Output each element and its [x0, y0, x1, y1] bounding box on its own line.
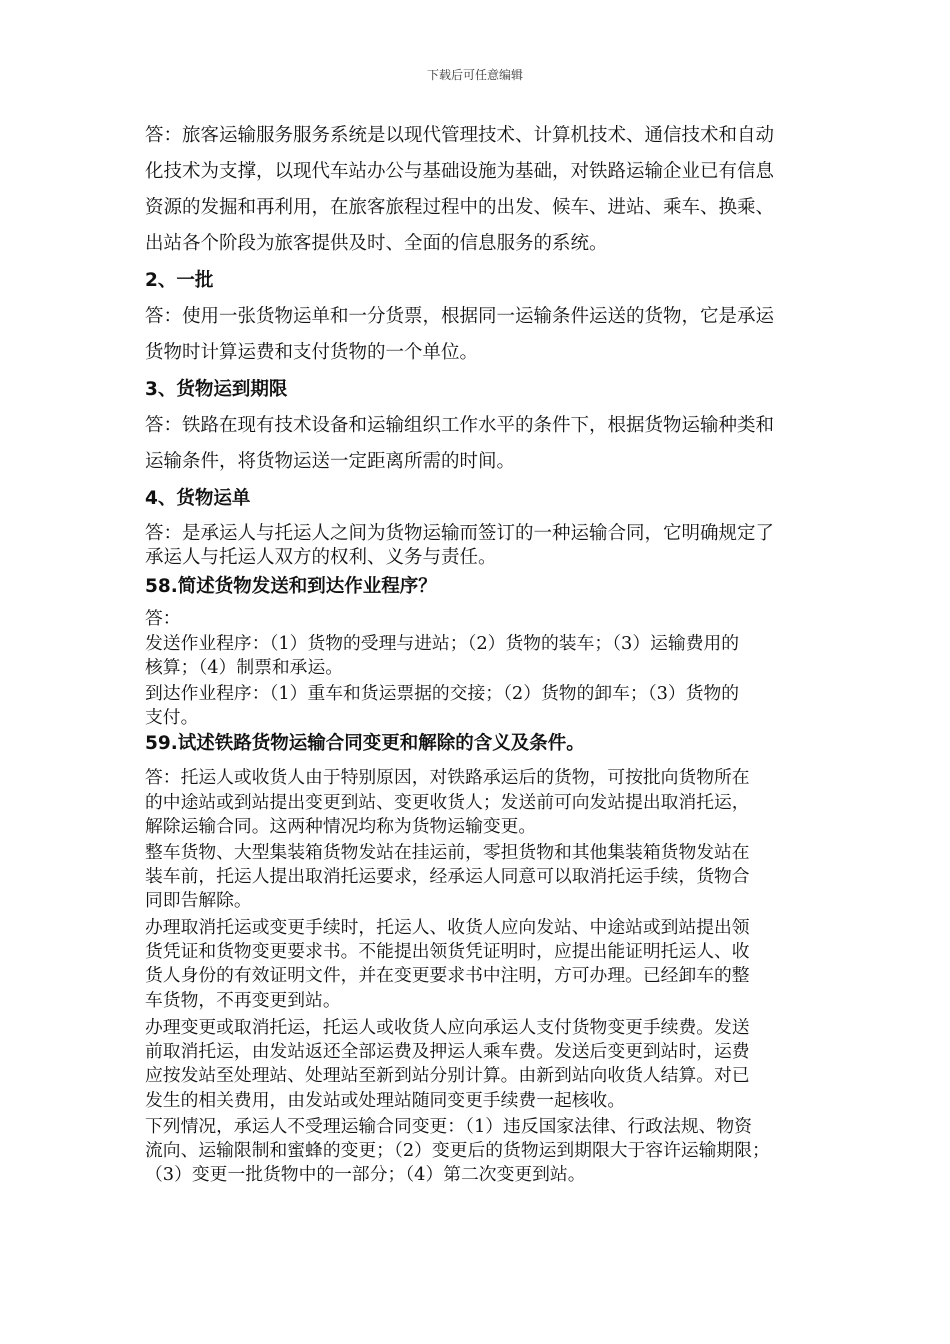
paragraph-line: 货凭证和货物变更要求书。不能提出领货凭证明时，应提出能证明托运人、收	[145, 941, 750, 962]
paragraph-line: 的中途站或到站提出变更到站、变更收货人；发送前可向发站提出取消托运，	[145, 792, 750, 813]
paragraph-line: 应按发站至处理站、处理站至新到站分别计算。由新到站向收货人结算。对已	[145, 1065, 750, 1086]
paragraph-line: 答：	[145, 608, 181, 629]
paragraph-line: 答：是承运人与托运人之间为货物运输而签订的一种运输合同，它明确规定了	[145, 523, 775, 544]
paragraph-line: 化技术为支撑，以现代车站办公与基础设施为基础，对铁路运输企业已有信息	[145, 161, 775, 182]
paragraph-line: 货人身份的有效证明文件，并在变更要求书中注明，方可办理。已经卸车的整	[145, 965, 750, 986]
paragraph-line: 前取消托运，由发站返还全部运费及押运人乘车费。发送后变更到站时，运费	[145, 1041, 750, 1062]
paragraph-line: 车货物，不再变更到站。	[145, 990, 341, 1011]
paragraph-line: 解除运输合同。这两种情况均称为货物运输变更。	[145, 816, 537, 837]
paragraph-line: 答：使用一张货物运单和一分货票，根据同一运输条件运送的货物，它是承运	[145, 306, 775, 327]
paragraph-line: 办理取消托运或变更手续时，托运人、收货人应向发站、中途站或到站提出领	[145, 917, 750, 938]
paragraph-line: 支付。	[145, 707, 199, 728]
page-header: 下载后可任意编辑	[426, 68, 523, 82]
section-heading: 59.试述铁路货物运输合同变更和解除的含义及条件。	[145, 733, 585, 754]
section-heading: 3、货物运到期限	[145, 379, 288, 400]
paragraph-line: 答：铁路在现有技术设备和运输组织工作水平的条件下，根据货物运输种类和	[145, 415, 775, 436]
paragraph-line: 办理变更或取消托运，托运人或收货人应向承运人支付货物变更手续费。发送	[145, 1017, 750, 1038]
paragraph-line: 同即告解除。	[145, 890, 252, 911]
paragraph-line: 答：旅客运输服务服务系统是以现代管理技术、计算机技术、通信技术和自动	[145, 125, 775, 146]
paragraph-line: 核算；（4）制票和承运。	[145, 657, 344, 678]
section-heading: 4、货物运单	[145, 488, 251, 509]
paragraph-line: 流向、运输限制和蜜蜂的变更；（2）变更后的货物运到期限大于容许运输期限；	[145, 1140, 770, 1161]
paragraph-line: 出站各个阶段为旅客提供及时、全面的信息服务的系统。	[145, 233, 608, 254]
paragraph-line: 货物时计算运费和支付货物的一个单位。	[145, 342, 479, 363]
paragraph-line: 到达作业程序：（1）重车和货运票据的交接；（2）货物的卸车；（3）货物的	[145, 683, 740, 704]
paragraph-line: （3）变更一批货物中的一部分；（4）第二次变更到站。	[145, 1164, 586, 1185]
paragraph-line: 承运人与托运人双方的权利、义务与责任。	[145, 547, 497, 568]
paragraph-line: 发送作业程序：（1）货物的受理与进站；（2）货物的装车；（3）运输费用的	[145, 633, 740, 654]
paragraph-line: 资源的发掘和再利用，在旅客旅程过程中的出发、候车、进站、乘车、换乘、	[145, 197, 775, 218]
paragraph-line: 运输条件，将货物运送一定距离所需的时间。	[145, 451, 516, 472]
paragraph-line: 装车前，托运人提出取消托运要求，经承运人同意可以取消托运手续，货物合	[145, 866, 750, 887]
section-heading: 58.简述货物发送和到达作业程序？	[145, 576, 437, 597]
paragraph-line: 整车货物、大型集装箱货物发站在挂运前，零担货物和其他集装箱货物发站在	[145, 842, 750, 863]
paragraph-line: 答：托运人或收货人由于特别原因，对铁路承运后的货物，可按批向货物所在	[145, 767, 750, 788]
paragraph-line: 发生的相关费用，由发站或处理站随同变更手续费一起核收。	[145, 1090, 626, 1111]
paragraph-line: 下列情况，承运人不受理运输合同变更：（1）违反国家法律、行政法规、物资	[145, 1116, 752, 1137]
section-heading: 2、一批	[145, 270, 214, 291]
